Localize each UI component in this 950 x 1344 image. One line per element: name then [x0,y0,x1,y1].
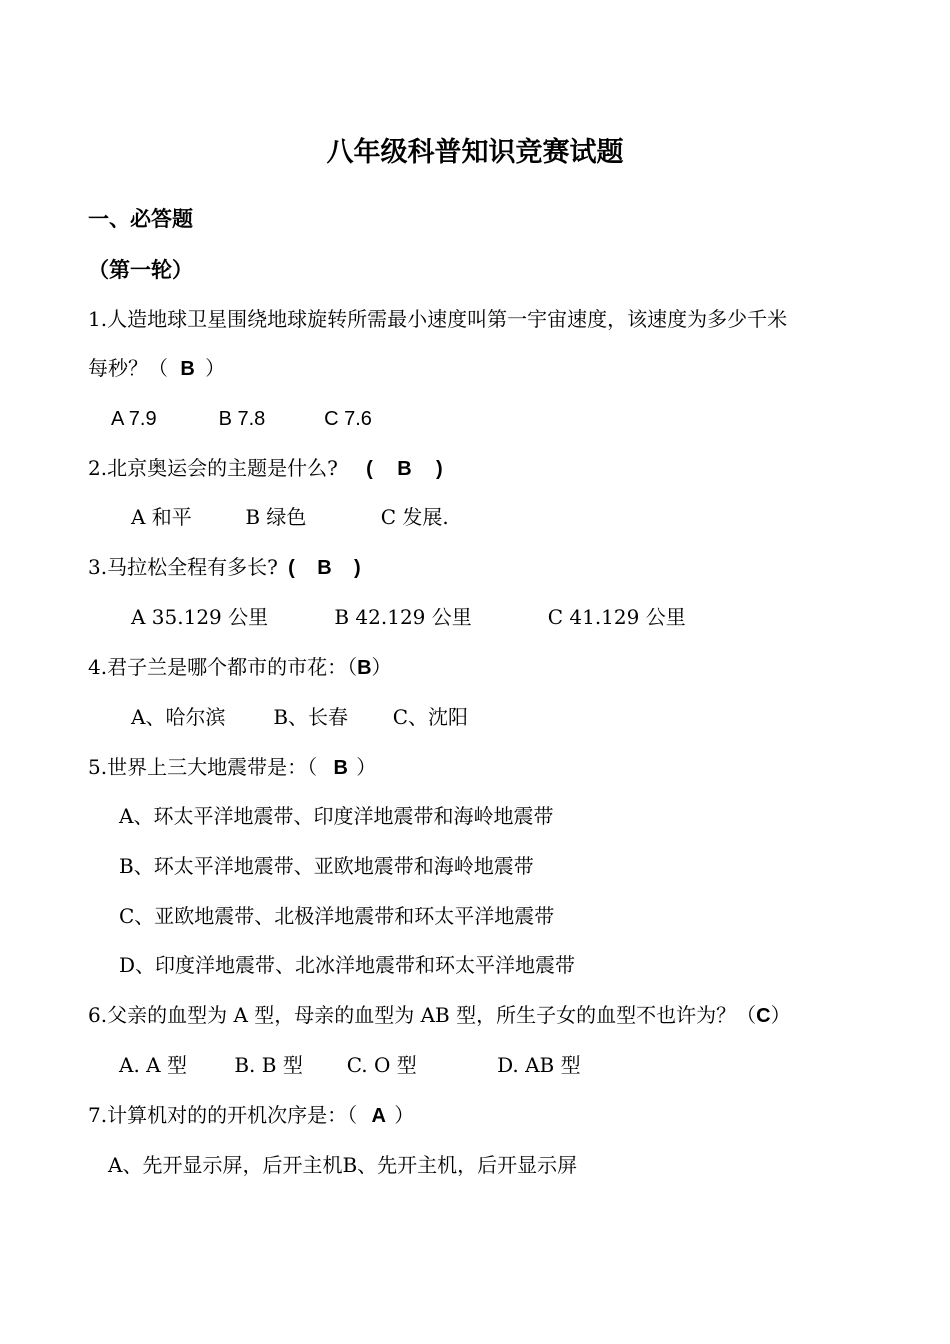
question-7-answer: A [371,1105,386,1127]
question-3-answer-close: ) [354,557,361,579]
question-7-text: 7.计算机对的的开机次序是：（ [88,1103,358,1127]
question-2-options [131,503,449,531]
question-1-close: ） [205,356,226,380]
question-3-answer: B [317,557,332,579]
question-5-option-b: B、环太平洋地震带、亚欧地震带和海岭地震带 [119,854,534,878]
question-6-close: ） [770,1003,791,1027]
question-6-answer: C [756,1005,771,1027]
question-6 [88,1001,791,1030]
question-1-options [111,405,372,433]
question-5-option-c: C、亚欧地震带、北极洋地震带和环太平洋地震带 [119,904,555,928]
question-5-option-a: A、环太平洋地震带、印度洋地震带和海岭地震带 [119,804,554,828]
question-4-text: 4.君子兰是哪个都市的市花：（ [88,655,358,679]
question-4-options [131,703,468,731]
question-3-option-c: C 41.129 公里 [547,605,686,629]
question-3 [88,553,361,582]
question-6-option-a: A. A 型 [119,1053,187,1077]
question-5-answer: B [333,757,348,779]
question-7-close: ） [394,1103,415,1127]
question-3-option-a: A 35.129 公里 [131,605,269,629]
question-2-option-a: A 和平 [131,505,192,529]
question-1-text-line-2-prefix: 每秒？（ [88,356,168,380]
question-4-close: ） [371,655,392,679]
round-heading: （第一轮） [88,257,193,282]
question-4 [88,653,392,682]
question-7-option-a: A、先开显示屏，后开主机 [108,1153,343,1177]
question-1-text-line-2 [88,354,225,383]
question-1-option-b: B 7.8 [218,408,266,430]
section-heading: 一、必答题 [88,206,193,231]
question-5-close: ） [356,755,377,779]
question-7 [88,1101,414,1130]
question-5-option-d: D、印度洋地震带、北冰洋地震带和环太平洋地震带 [119,953,576,977]
question-7-options [108,1151,577,1179]
question-6-options [119,1051,581,1079]
question-2-text: 2.北京奥运会的主题是什么? [88,456,338,480]
question-4-option-b: B、长春 [273,705,349,729]
question-6-option-d: D. AB 型 [497,1053,581,1077]
question-5 [88,753,376,782]
question-3-text: 3.马拉松全程有多长? [88,555,278,579]
question-2 [88,454,443,483]
question-2-answer-open: ( [366,458,373,480]
question-5-text: 5.世界上三大地震带是：（ [88,755,318,779]
question-1-answer: B [180,358,195,380]
question-2-option-c: C 发展. [380,505,449,529]
question-2-answer-close: ) [436,458,443,480]
question-6-option-b: B. B 型 [234,1053,303,1077]
question-1-text-line-1: 1.人造地球卫星围绕地球旋转所需最小速度叫第一宇宙速度，该速度为多少千米 [88,307,788,331]
question-4-option-a: A、哈尔滨 [131,705,226,729]
question-6-option-c: C. O 型 [346,1053,417,1077]
question-1-option-a: A 7.9 [111,408,157,430]
question-3-options [131,603,686,631]
question-3-option-b: B 42.129 公里 [334,605,472,629]
question-4-option-c: C、沈阳 [392,705,469,729]
question-1-option-c: C 7.6 [324,408,372,430]
question-7-option-b: B、先开主机，后开显示屏 [342,1153,578,1177]
question-6-text: 6.父亲的血型为 A 型，母亲的血型为 AB 型，所生子女的血型不也许为？（ [88,1003,757,1027]
document-title: 八年级科普知识竞赛试题 [326,137,624,168]
question-3-answer-open: ( [288,557,295,579]
question-2-answer: B [397,458,412,480]
question-4-answer: B [357,657,372,679]
question-2-option-b: B 绿色 [245,505,307,529]
